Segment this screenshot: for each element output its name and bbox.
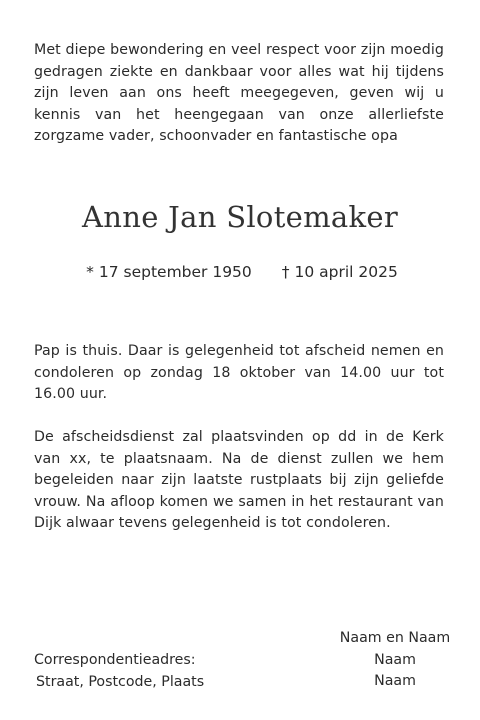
- family-name-line: Naam: [374, 651, 416, 668]
- family-name-line: Naam en Naam: [339, 630, 451, 646]
- correspondence-block: [34, 650, 204, 693]
- death-date: † 10 april 2025: [281, 263, 398, 281]
- birth-date: * 17 september 1950: [86, 263, 252, 281]
- correspondence-label: Correspondentieadres:: [34, 652, 196, 668]
- family-names: [322, 628, 468, 693]
- correspondence-address: Straat, Postcode, Plaats: [36, 673, 205, 690]
- intro-text: Met diepe bewondering en veel respect voor zijn moedig gedragen ziekte en dankbaar voor alles wat hij tijdens zijn leven aan ons heeft meegegeven, geven wij u kennis van het heengegaan van onze allerliefste zorgzame vader, schoonvader en fantastische opa: [34, 42, 444, 144]
- visitation-paragraph: Pap is thuis. Daar is gelegenheid tot afscheid nemen en condoleren op zondag 18 oktober van 14.00 uur tot 16.00 uur.: [34, 343, 444, 402]
- service-paragraph: De afscheidsdienst zal plaatsvinden op dd in de Kerk van xx, te plaatsnaam. Na de dienst zullen we hem begeleiden naar zijn laatste rustplaats bij zijn geliefde vrouw. Na afloop komen we samen in het restaurant van Dijk alwaar tevens gelegenheid is tot condoleren.: [34, 429, 444, 531]
- family-name-line: Naam: [374, 673, 416, 689]
- deceased-name: Anne Jan Slotemaker: [82, 200, 398, 234]
- life-dates: [0, 263, 480, 281]
